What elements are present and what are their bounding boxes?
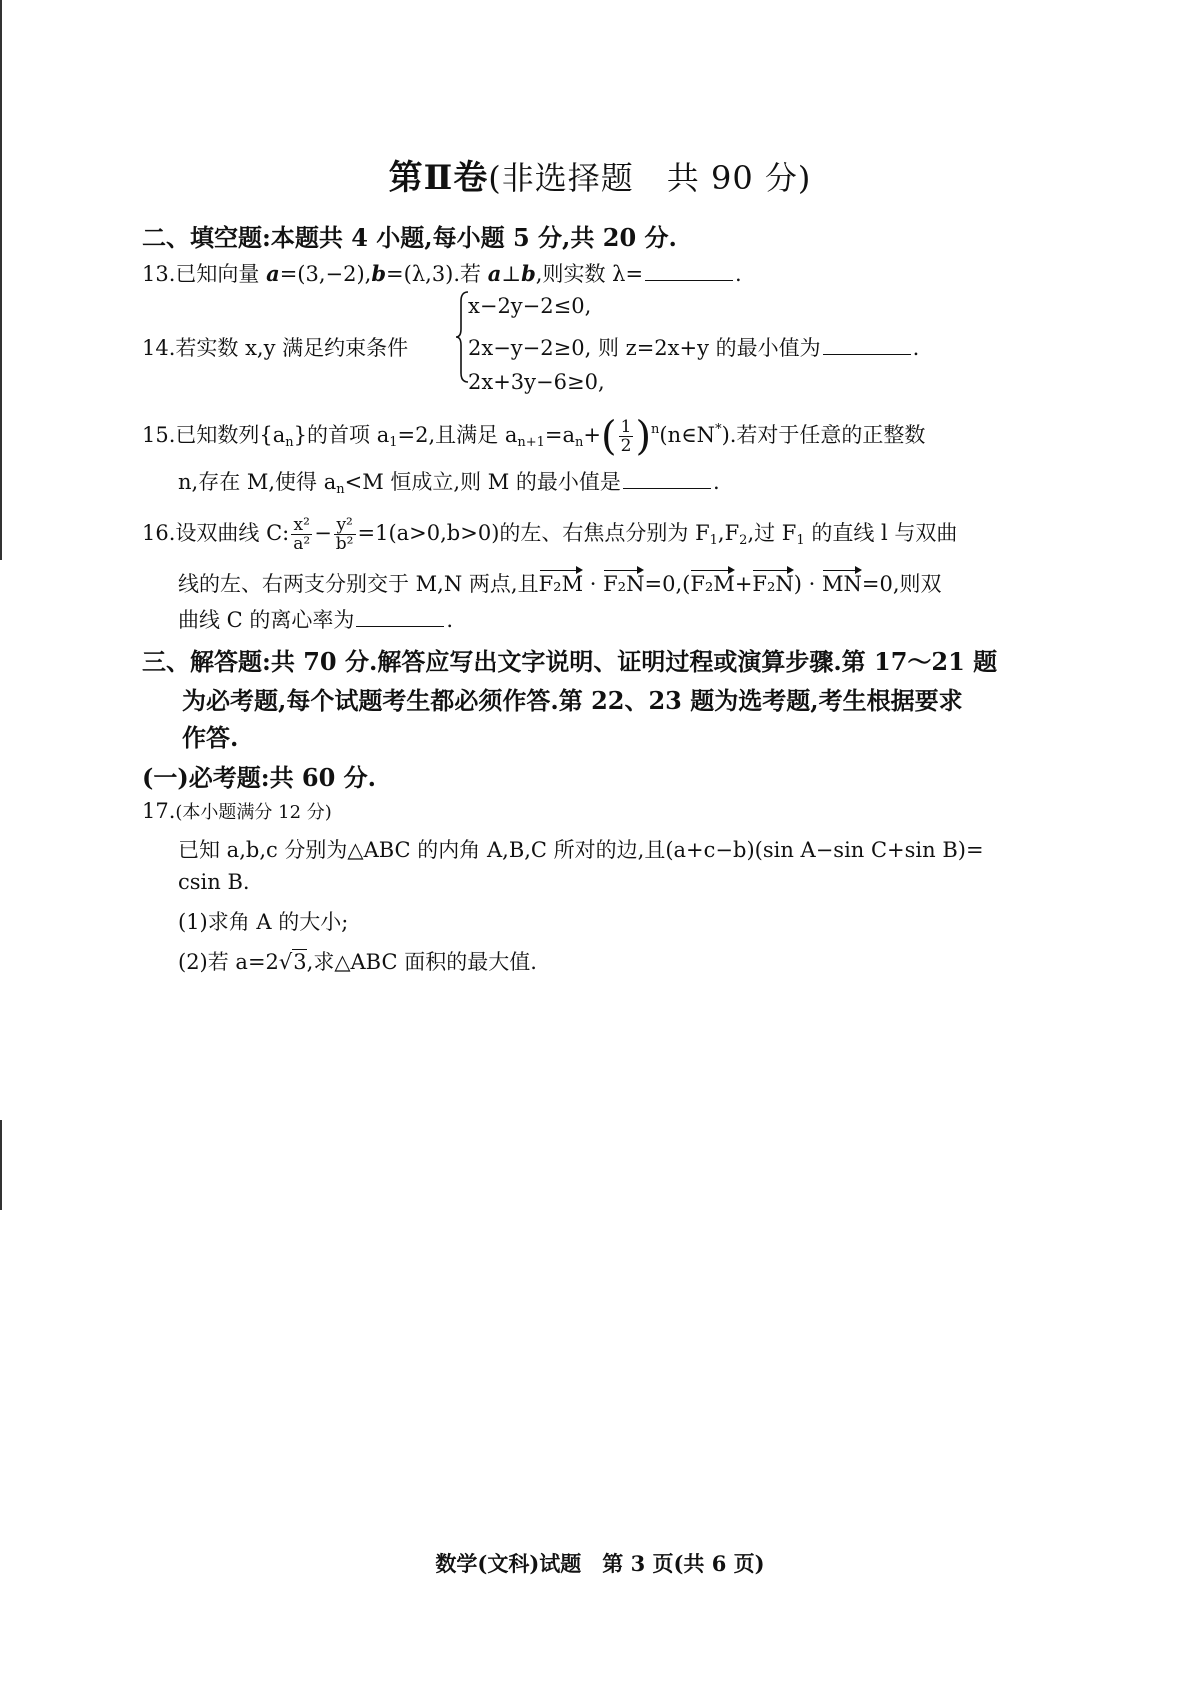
q15-text: n,存在 M,使得 a <box>178 470 337 494</box>
question-15-line-2 <box>178 466 720 497</box>
q13-text: ,则实数 λ= <box>535 262 644 286</box>
q15-text: + <box>583 423 601 447</box>
title-main: 第Ⅱ卷 <box>388 158 489 198</box>
fraction-numerator: x² <box>291 516 312 535</box>
sqrt-icon: √ <box>278 950 293 974</box>
question-17 <box>142 798 332 824</box>
q15-sub: n <box>336 482 345 497</box>
q15-sub: 1 <box>389 435 398 450</box>
q15-text: =2,且满足 a <box>397 423 518 447</box>
q16-sub: 1 <box>796 533 805 548</box>
q15-sub: n+1 <box>517 435 545 450</box>
q13-text: . <box>735 262 742 286</box>
q17-text: ,求△ABC 面积的最大值. <box>306 950 537 974</box>
question-13 <box>142 258 742 288</box>
question-number: 14. <box>142 336 176 360</box>
title-subtitle: (非选择题 共 90 分) <box>488 159 812 197</box>
question-number: 17. <box>142 799 176 823</box>
question-number: 16. <box>142 521 176 545</box>
q16-text: 的直线 l 与双曲 <box>804 521 958 545</box>
score-note: (本小题满分 12 分) <box>175 802 332 823</box>
constraint-3: 2x+3y−6≥0, <box>468 370 605 394</box>
q16-text: =0,则双 <box>861 572 942 596</box>
question-number: 15. <box>142 423 176 447</box>
scan-edge-mark <box>0 1120 2 1210</box>
q15-text: =a <box>544 423 576 447</box>
q15-text: 已知数列{a <box>175 423 286 447</box>
fraction-numerator: 1 <box>620 417 632 437</box>
q16-text: + <box>734 572 753 596</box>
answer-blank[interactable] <box>623 470 711 489</box>
q15-text: . <box>712 470 720 494</box>
question-16-line-3 <box>178 604 453 634</box>
question-16-line-2 <box>178 568 942 598</box>
q16-text: ,过 F <box>747 521 797 545</box>
question-number: 13. <box>142 262 176 286</box>
fraction-x2-a2 <box>291 516 312 553</box>
q16-text: − <box>314 521 332 545</box>
fraction-denominator: a² <box>293 534 311 554</box>
part-heading-required: (一)必考题:共 60 分. <box>142 763 377 792</box>
q16-text: 曲线 C 的离心率为 <box>178 608 355 632</box>
q16-text: ) · <box>793 572 823 596</box>
paren-open: ( <box>601 413 617 460</box>
q14-text: 若实数 x,y 满足约束条件 <box>175 336 409 360</box>
vector-f2n: F₂N <box>603 572 645 596</box>
q16-sub: 1 <box>709 533 718 548</box>
vector-mn: MN <box>822 572 862 596</box>
q16-text: =1(a>0,b>0)的左、右焦点分别为 F <box>357 521 710 545</box>
fraction-denominator: b² <box>335 534 354 554</box>
constraint-1: x−2y−2≤0, <box>468 294 592 318</box>
question-17-part-1: (1)求角 A 的大小; <box>178 910 349 934</box>
answer-blank[interactable] <box>356 608 444 627</box>
vector-a: a <box>266 261 280 286</box>
q15-sup: * <box>715 422 722 437</box>
q15-text: (n∈N <box>659 423 716 447</box>
question-16 <box>142 516 957 553</box>
perp-symbol: ⊥ <box>501 262 522 286</box>
constraint-2 <box>468 332 919 362</box>
q15-text: <M 恒成立,则 M 的最小值是 <box>344 470 621 494</box>
q16-text: · <box>583 572 604 596</box>
question-17-stem: 已知 a,b,c 分别为△ABC 的内角 A,B,C 所对的边,且(a+c−b)(sin A−sin C+sin B)= <box>178 838 984 862</box>
q13-text: =(3,−2), <box>279 262 372 286</box>
answer-blank[interactable] <box>823 336 911 355</box>
q15-sub: n <box>575 435 584 450</box>
question-14 <box>142 332 408 362</box>
q13-text: 已知向量 <box>175 262 267 286</box>
constraint-2-text: 2x−y−2≥0, <box>468 336 592 360</box>
q16-text: 线的左、右两支分别交于 M,N 两点,且 <box>178 572 539 596</box>
q14-text: . <box>912 336 920 360</box>
q17-text: (2)若 a=2 <box>178 950 279 974</box>
vector-a: a <box>487 261 502 286</box>
answer-blank[interactable] <box>645 262 733 281</box>
question-17-part-2 <box>178 946 537 976</box>
section-heading-solutions: 三、解答题:共 70 分.解答应写出文字说明、证明过程或演算步骤.第 17～21 题 <box>142 647 998 676</box>
sqrt-radicand: 3 <box>293 950 307 974</box>
q16-text: . <box>446 608 454 632</box>
q15-sub: n <box>285 435 294 450</box>
q15-text: }的首项 a <box>293 423 390 447</box>
question-15 <box>142 413 926 460</box>
fraction-y2-b2 <box>334 516 356 553</box>
exponent: n <box>651 422 660 437</box>
page-title <box>0 150 1200 199</box>
q15-text: ).若对于任意的正整数 <box>721 423 926 447</box>
paren-close: ) <box>635 413 652 460</box>
fraction-one-half <box>619 418 634 455</box>
vector-f2m: F₂M <box>690 572 735 596</box>
q14-text: 则 z=2x+y 的最小值为 <box>597 336 821 360</box>
scan-edge-mark <box>0 0 2 560</box>
question-17-stem-2: csin B. <box>178 870 250 894</box>
q16-text: =0,( <box>644 572 691 596</box>
section-heading-fill-in: 二、填空题:本题共 4 小题,每小题 5 分,共 20 分. <box>142 223 677 252</box>
q16-text: ,F <box>717 521 740 545</box>
fraction-numerator: y² <box>334 516 356 535</box>
q13-text: =(λ,3).若 <box>386 262 488 286</box>
vector-f2m: F₂M <box>538 572 584 596</box>
vector-f2n: F₂N <box>752 572 794 596</box>
left-brace-icon <box>455 291 469 383</box>
section-heading-solutions-line-3: 作答. <box>182 723 239 752</box>
fraction-denominator: 2 <box>620 436 632 456</box>
q16-text: 设双曲线 C: <box>175 521 290 545</box>
vector-b: b <box>371 261 387 286</box>
section-heading-solutions-line-2: 为必考题,每个试题考生都必须作答.第 22、23 题为选考题,考生根据要求 <box>182 686 963 715</box>
vector-b: b <box>521 261 536 286</box>
page-footer: 数学(文科)试题 第 3 页(共 6 页) <box>435 1551 765 1576</box>
q16-sub: 2 <box>739 533 748 548</box>
